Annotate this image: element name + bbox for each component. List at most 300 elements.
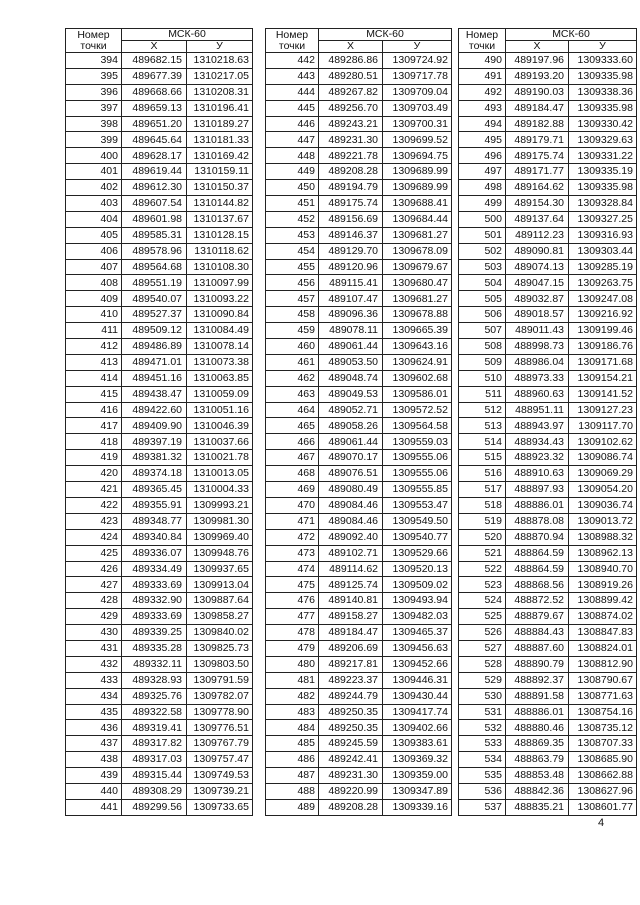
- y-coordinate-cell: 1308601.77: [569, 799, 637, 815]
- y-coordinate-cell: 1309782.07: [187, 688, 253, 704]
- y-coordinate-cell: 1309757.47: [187, 752, 253, 768]
- table-row: [266, 116, 452, 132]
- table-row: [66, 497, 253, 513]
- point-number-cell: 537: [459, 799, 506, 815]
- point-number-cell: 411: [66, 323, 122, 339]
- x-coordinate-cell: 489208.28: [319, 164, 383, 180]
- x-coordinate-cell: 489365.45: [122, 482, 187, 498]
- point-number-cell: 458: [266, 307, 319, 323]
- y-coordinate-cell: 1309456.63: [383, 640, 452, 656]
- y-coordinate-cell: 1310078.14: [187, 339, 253, 355]
- point-number-cell: 517: [459, 482, 506, 498]
- table-row: [66, 783, 253, 799]
- x-coordinate-cell: 489471.01: [122, 354, 187, 370]
- x-coordinate-cell: 489221.78: [319, 148, 383, 164]
- point-number-cell: 467: [266, 450, 319, 466]
- point-number-cell: 406: [66, 243, 122, 259]
- table-row: [66, 116, 253, 132]
- point-number-cell: 457: [266, 291, 319, 307]
- x-coordinate-cell: 489585.31: [122, 227, 187, 243]
- table-row: [266, 656, 452, 672]
- table-row: [66, 545, 253, 561]
- x-coordinate-cell: 488886.01: [506, 497, 569, 513]
- x-coordinate-cell: 489340.84: [122, 529, 187, 545]
- point-number-cell: 433: [66, 672, 122, 688]
- x-coordinate-cell: 489332.90: [122, 593, 187, 609]
- y-coordinate-cell: 1310118.62: [187, 243, 253, 259]
- table-row: [66, 180, 253, 196]
- point-number-cell: 399: [66, 132, 122, 148]
- point-number-cell: 528: [459, 656, 506, 672]
- x-coordinate-cell: 489223.37: [319, 672, 383, 688]
- y-coordinate-cell: 1309328.84: [569, 196, 637, 212]
- point-number-cell: 508: [459, 339, 506, 355]
- point-number-cell: 470: [266, 497, 319, 513]
- y-coordinate-cell: 1309335.98: [569, 100, 637, 116]
- x-coordinate-cell: 489052.71: [319, 402, 383, 418]
- y-coordinate-cell: 1309586.01: [383, 386, 452, 402]
- y-coordinate-cell: 1309102.62: [569, 434, 637, 450]
- table-row: [459, 323, 637, 339]
- point-number-cell: 486: [266, 752, 319, 768]
- y-coordinate-cell: 1309776.51: [187, 720, 253, 736]
- table-row: [266, 386, 452, 402]
- point-number-cell: 416: [66, 402, 122, 418]
- x-coordinate-cell: 489140.81: [319, 593, 383, 609]
- point-number-cell: 425: [66, 545, 122, 561]
- x-coordinate-cell: 489564.68: [122, 259, 187, 275]
- x-coordinate-cell: 488879.67: [506, 609, 569, 625]
- x-coordinate-cell: 489335.28: [122, 640, 187, 656]
- table-row: [266, 148, 452, 164]
- x-coordinate-cell: 488998.73: [506, 339, 569, 355]
- point-number-cell: 502: [459, 243, 506, 259]
- y-coordinate-cell: 1309553.47: [383, 497, 452, 513]
- x-coordinate-cell: 488923.32: [506, 450, 569, 466]
- table-row: [66, 688, 253, 704]
- page-number: 4: [598, 817, 605, 829]
- table-row: [266, 561, 452, 577]
- point-number-cell: 424: [66, 529, 122, 545]
- y-coordinate-cell: 1310189.27: [187, 116, 253, 132]
- y-coordinate-cell: 1309402.66: [383, 720, 452, 736]
- y-coordinate-cell: 1310144.82: [187, 196, 253, 212]
- y-coordinate-cell: 1309549.50: [383, 513, 452, 529]
- table-row: [66, 243, 253, 259]
- point-number-cell: 532: [459, 720, 506, 736]
- point-number-cell: 499: [459, 196, 506, 212]
- table-row: [66, 577, 253, 593]
- x-coordinate-cell: 489053.50: [319, 354, 383, 370]
- x-coordinate-cell: 489438.47: [122, 386, 187, 402]
- x-coordinate-cell: 489333.69: [122, 609, 187, 625]
- table-row: [459, 211, 637, 227]
- x-coordinate-cell: 489231.30: [319, 768, 383, 784]
- x-coordinate-cell: 489308.29: [122, 783, 187, 799]
- table-row: [266, 450, 452, 466]
- point-number-cell: 529: [459, 672, 506, 688]
- point-number-cell: 437: [66, 736, 122, 752]
- x-header: X: [506, 41, 569, 53]
- x-coordinate-cell: 489194.79: [319, 180, 383, 196]
- y-coordinate-cell: 1310218.63: [187, 53, 253, 69]
- table-row: [459, 466, 637, 482]
- point-number-cell: 410: [66, 307, 122, 323]
- y-coordinate-cell: 1309993.21: [187, 497, 253, 513]
- y-coordinate-cell: 1309335.19: [569, 164, 637, 180]
- y-coordinate-cell: 1309700.31: [383, 116, 452, 132]
- table-row: [266, 243, 452, 259]
- x-coordinate-cell: 489317.03: [122, 752, 187, 768]
- y-coordinate-cell: 1309840.02: [187, 625, 253, 641]
- point-number-cell: 443: [266, 68, 319, 84]
- x-coordinate-cell: 489084.46: [319, 497, 383, 513]
- y-coordinate-cell: 1309117.70: [569, 418, 637, 434]
- y-coordinate-cell: 1308962.13: [569, 545, 637, 561]
- point-number-cell: 530: [459, 688, 506, 704]
- x-coordinate-cell: 489190.03: [506, 84, 569, 100]
- point-number-cell: 413: [66, 354, 122, 370]
- x-coordinate-cell: 488897.93: [506, 482, 569, 498]
- y-coordinate-cell: 1309689.99: [383, 164, 452, 180]
- x-coordinate-cell: 489612.30: [122, 180, 187, 196]
- y-coordinate-cell: 1308685.90: [569, 752, 637, 768]
- table-row: [266, 100, 452, 116]
- x-header: X: [122, 41, 187, 53]
- y-coordinate-cell: 1310051.16: [187, 402, 253, 418]
- x-coordinate-cell: 489286.86: [319, 53, 383, 69]
- point-number-cell: 477: [266, 609, 319, 625]
- point-number-header: Номер точки: [266, 29, 319, 53]
- x-coordinate-cell: 489217.81: [319, 656, 383, 672]
- point-number-cell: 511: [459, 386, 506, 402]
- table-row: [266, 68, 452, 84]
- table-row: [66, 84, 253, 100]
- y-coordinate-cell: 1309347.89: [383, 783, 452, 799]
- table-row: [66, 799, 253, 815]
- table-row: [66, 768, 253, 784]
- point-number-cell: 495: [459, 132, 506, 148]
- coordinate-system-header: МСК-60: [506, 29, 637, 41]
- y-coordinate-cell: 1308988.32: [569, 529, 637, 545]
- y-coordinate-cell: 1309036.74: [569, 497, 637, 513]
- point-number-cell: 475: [266, 577, 319, 593]
- y-coordinate-cell: 1309555.06: [383, 450, 452, 466]
- y-coordinate-cell: 1308919.26: [569, 577, 637, 593]
- y-coordinate-cell: 1309572.52: [383, 402, 452, 418]
- x-coordinate-cell: 489601.98: [122, 211, 187, 227]
- y-coordinate-cell: 1309749.53: [187, 768, 253, 784]
- y-coordinate-cell: 1309948.76: [187, 545, 253, 561]
- table-row: [459, 672, 637, 688]
- y-coordinate-cell: 1309887.64: [187, 593, 253, 609]
- table-row: [266, 466, 452, 482]
- x-coordinate-cell: 489184.47: [319, 625, 383, 641]
- x-coordinate-cell: 489084.46: [319, 513, 383, 529]
- x-coordinate-cell: 489096.36: [319, 307, 383, 323]
- table-row: [459, 799, 637, 815]
- y-coordinate-cell: 1309767.79: [187, 736, 253, 752]
- table-row: [66, 68, 253, 84]
- y-coordinate-cell: 1310196.41: [187, 100, 253, 116]
- y-coordinate-cell: 1310097.99: [187, 275, 253, 291]
- point-number-cell: 506: [459, 307, 506, 323]
- table-row: [459, 259, 637, 275]
- x-coordinate-cell: 489659.13: [122, 100, 187, 116]
- point-number-cell: 445: [266, 100, 319, 116]
- x-coordinate-cell: 488986.04: [506, 354, 569, 370]
- point-number-cell: 516: [459, 466, 506, 482]
- y-coordinate-cell: 1310037.66: [187, 434, 253, 450]
- table-row: [266, 736, 452, 752]
- table-row: [459, 688, 637, 704]
- point-number-cell: 488: [266, 783, 319, 799]
- point-number-cell: 402: [66, 180, 122, 196]
- table-row: [266, 497, 452, 513]
- x-coordinate-cell: 488892.37: [506, 672, 569, 688]
- x-coordinate-cell: 489107.47: [319, 291, 383, 307]
- point-number-cell: 468: [266, 466, 319, 482]
- x-coordinate-cell: 489048.74: [319, 370, 383, 386]
- y-coordinate-cell: 1309216.92: [569, 307, 637, 323]
- point-number-cell: 501: [459, 227, 506, 243]
- x-coordinate-cell: 488910.63: [506, 466, 569, 482]
- point-number-cell: 485: [266, 736, 319, 752]
- point-number-cell: 398: [66, 116, 122, 132]
- x-coordinate-cell: 489115.41: [319, 275, 383, 291]
- y-coordinate-cell: 1309383.61: [383, 736, 452, 752]
- point-number-cell: 484: [266, 720, 319, 736]
- table-row: [459, 529, 637, 545]
- table-row: [66, 672, 253, 688]
- point-number-cell: 482: [266, 688, 319, 704]
- x-coordinate-cell: 488960.63: [506, 386, 569, 402]
- x-coordinate-cell: 488864.59: [506, 561, 569, 577]
- y-coordinate-cell: 1309709.04: [383, 84, 452, 100]
- x-coordinate-cell: 489242.41: [319, 752, 383, 768]
- table-row: [459, 116, 637, 132]
- point-number-cell: 441: [66, 799, 122, 815]
- x-coordinate-cell: 489244.79: [319, 688, 383, 704]
- table-row: [266, 354, 452, 370]
- y-coordinate-cell: 1309624.91: [383, 354, 452, 370]
- x-coordinate-cell: 489374.18: [122, 466, 187, 482]
- y-coordinate-cell: 1309335.98: [569, 68, 637, 84]
- table-row: [266, 307, 452, 323]
- point-number-cell: 422: [66, 497, 122, 513]
- y-coordinate-cell: 1309559.03: [383, 434, 452, 450]
- x-coordinate-cell: 488886.01: [506, 704, 569, 720]
- y-coordinate-cell: 1309359.00: [383, 768, 452, 784]
- y-header: У: [569, 41, 637, 53]
- y-coordinate-cell: 1309509.02: [383, 577, 452, 593]
- point-number-cell: 493: [459, 100, 506, 116]
- y-coordinate-cell: 1309330.42: [569, 116, 637, 132]
- table-row: [266, 370, 452, 386]
- table-row: [459, 227, 637, 243]
- y-coordinate-cell: 1308824.01: [569, 640, 637, 656]
- x-coordinate-cell: 489355.91: [122, 497, 187, 513]
- table-row: [459, 402, 637, 418]
- table-row: [459, 164, 637, 180]
- point-number-cell: 451: [266, 196, 319, 212]
- table-row: [266, 291, 452, 307]
- y-coordinate-cell: 1309981.30: [187, 513, 253, 529]
- table-row: [459, 752, 637, 768]
- table-row: [459, 593, 637, 609]
- point-number-cell: 408: [66, 275, 122, 291]
- x-coordinate-cell: 489125.74: [319, 577, 383, 593]
- x-coordinate-cell: 489527.37: [122, 307, 187, 323]
- x-coordinate-cell: 489154.30: [506, 196, 569, 212]
- y-coordinate-cell: 1309555.06: [383, 466, 452, 482]
- table-row: [66, 53, 253, 69]
- table-row: [266, 577, 452, 593]
- y-coordinate-cell: 1308735.12: [569, 720, 637, 736]
- x-coordinate-cell: 489322.58: [122, 704, 187, 720]
- point-number-cell: 531: [459, 704, 506, 720]
- x-coordinate-cell: 489645.64: [122, 132, 187, 148]
- point-number-cell: 423: [66, 513, 122, 529]
- x-coordinate-cell: 488853.48: [506, 768, 569, 784]
- point-number-cell: 447: [266, 132, 319, 148]
- table-row: [459, 545, 637, 561]
- x-coordinate-cell: 488864.59: [506, 545, 569, 561]
- x-coordinate-cell: 489032.87: [506, 291, 569, 307]
- y-coordinate-cell: 1309684.44: [383, 211, 452, 227]
- y-coordinate-cell: 1310217.05: [187, 68, 253, 84]
- table-row: [266, 211, 452, 227]
- point-number-cell: 453: [266, 227, 319, 243]
- y-coordinate-cell: 1308627.96: [569, 783, 637, 799]
- table-row: [66, 339, 253, 355]
- x-coordinate-cell: 489339.25: [122, 625, 187, 641]
- point-number-cell: 440: [66, 783, 122, 799]
- y-coordinate-cell: 1309263.75: [569, 275, 637, 291]
- x-coordinate-cell: 489182.88: [506, 116, 569, 132]
- table-row: [459, 450, 637, 466]
- table-row: [266, 482, 452, 498]
- point-number-cell: 520: [459, 529, 506, 545]
- y-coordinate-cell: 1310150.37: [187, 180, 253, 196]
- x-coordinate-cell: 489333.69: [122, 577, 187, 593]
- table-row: [66, 609, 253, 625]
- y-coordinate-cell: 1309529.66: [383, 545, 452, 561]
- point-number-cell: 491: [459, 68, 506, 84]
- table-row: [459, 482, 637, 498]
- point-number-cell: 428: [66, 593, 122, 609]
- y-coordinate-cell: 1309602.68: [383, 370, 452, 386]
- table-row: [459, 354, 637, 370]
- table-row: [66, 720, 253, 736]
- coordinates-table-2: [265, 28, 452, 816]
- x-coordinate-cell: 488870.94: [506, 529, 569, 545]
- point-number-header: Номер точки: [66, 29, 122, 53]
- y-coordinate-cell: 1310059.09: [187, 386, 253, 402]
- y-coordinate-cell: 1309778.90: [187, 704, 253, 720]
- x-coordinate-cell: 489267.82: [319, 84, 383, 100]
- y-header: У: [187, 41, 253, 53]
- x-coordinate-cell: 489102.71: [319, 545, 383, 561]
- point-number-cell: 419: [66, 450, 122, 466]
- y-coordinate-cell: 1309141.52: [569, 386, 637, 402]
- point-number-cell: 498: [459, 180, 506, 196]
- x-coordinate-cell: 489325.76: [122, 688, 187, 704]
- point-number-cell: 426: [66, 561, 122, 577]
- point-number-cell: 461: [266, 354, 319, 370]
- point-number-cell: 496: [459, 148, 506, 164]
- point-number-cell: 507: [459, 323, 506, 339]
- y-coordinate-cell: 1309694.75: [383, 148, 452, 164]
- point-number-cell: 404: [66, 211, 122, 227]
- table-row: [459, 768, 637, 784]
- x-coordinate-cell: 489336.07: [122, 545, 187, 561]
- point-number-cell: 450: [266, 180, 319, 196]
- y-coordinate-cell: 1308662.88: [569, 768, 637, 784]
- table-row: [66, 482, 253, 498]
- x-coordinate-cell: 489208.28: [319, 799, 383, 815]
- point-number-cell: 472: [266, 529, 319, 545]
- point-number-cell: 415: [66, 386, 122, 402]
- table-row: [459, 339, 637, 355]
- point-number-cell: 522: [459, 561, 506, 577]
- table-row: [66, 148, 253, 164]
- x-coordinate-cell: 489682.15: [122, 53, 187, 69]
- table-row: [266, 418, 452, 434]
- y-coordinate-cell: 1309054.20: [569, 482, 637, 498]
- x-coordinate-cell: 489193.20: [506, 68, 569, 84]
- x-coordinate-cell: 489074.13: [506, 259, 569, 275]
- table-row: [266, 227, 452, 243]
- y-coordinate-cell: 1309338.36: [569, 84, 637, 100]
- x-coordinate-cell: 488872.52: [506, 593, 569, 609]
- x-coordinate-cell: 489175.74: [319, 196, 383, 212]
- point-number-cell: 481: [266, 672, 319, 688]
- y-coordinate-cell: 1309329.63: [569, 132, 637, 148]
- point-number-cell: 452: [266, 211, 319, 227]
- point-number-cell: 434: [66, 688, 122, 704]
- y-coordinate-cell: 1310084.49: [187, 323, 253, 339]
- point-number-cell: 412: [66, 339, 122, 355]
- point-number-cell: 512: [459, 402, 506, 418]
- coordinates-table-1: [65, 28, 253, 816]
- table-row: [66, 211, 253, 227]
- table-row: [66, 593, 253, 609]
- point-number-cell: 414: [66, 370, 122, 386]
- y-coordinate-cell: 1309688.41: [383, 196, 452, 212]
- point-number-cell: 403: [66, 196, 122, 212]
- y-coordinate-cell: 1308940.70: [569, 561, 637, 577]
- table-row: [66, 466, 253, 482]
- table-row: [459, 704, 637, 720]
- point-number-cell: 446: [266, 116, 319, 132]
- x-coordinate-cell: 488868.56: [506, 577, 569, 593]
- y-coordinate-cell: 1309335.98: [569, 180, 637, 196]
- point-number-cell: 439: [66, 768, 122, 784]
- x-coordinate-cell: 488973.33: [506, 370, 569, 386]
- y-coordinate-cell: 1309555.85: [383, 482, 452, 498]
- point-number-cell: 524: [459, 593, 506, 609]
- point-number-cell: 505: [459, 291, 506, 307]
- point-number-cell: 429: [66, 609, 122, 625]
- point-number-cell: 401: [66, 164, 122, 180]
- x-coordinate-cell: 489078.11: [319, 323, 383, 339]
- x-coordinate-cell: 489175.74: [506, 148, 569, 164]
- y-coordinate-cell: 1309681.27: [383, 291, 452, 307]
- point-number-cell: 449: [266, 164, 319, 180]
- x-coordinate-cell: 488842.36: [506, 783, 569, 799]
- point-number-cell: 479: [266, 640, 319, 656]
